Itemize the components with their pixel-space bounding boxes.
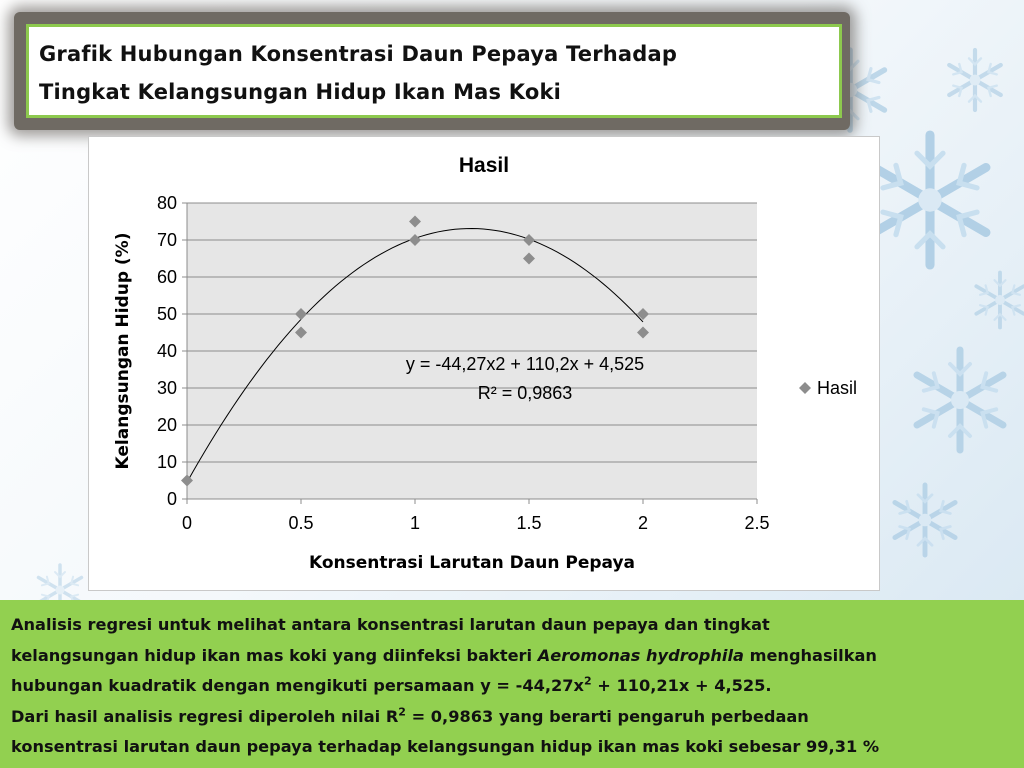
x-tick-label: 1 xyxy=(409,513,421,533)
y-tick-label: 70 xyxy=(156,230,177,250)
x-tick-label: 2 xyxy=(637,513,649,533)
summary-line-3 xyxy=(11,671,1024,702)
summary-line-2-a: kelangsungan hidup ikan mas koki yang diinfeksi bakteri xyxy=(11,645,538,665)
x-axis-label: Konsentrasi Larutan Daun Pepaya xyxy=(308,553,636,573)
summary-line-3-b: + 110,21x + 4,525. xyxy=(591,676,772,695)
y-tick-label: 60 xyxy=(156,267,177,287)
summary-line-5: konsentrasi larutan daun pepaya terhadap kelangsungan hidup ikan mas koki sebesar 99,31 % xyxy=(11,737,880,756)
summary-line-1: Analisis regresi untuk melihat antara konsentrasi larutan daun pepaya dan tingkat xyxy=(11,615,770,634)
y-axis-label: Kelangsungan Hidup (%) xyxy=(113,232,133,470)
slide-title xyxy=(26,24,842,118)
x-tick-label: 0 xyxy=(181,513,193,533)
x-tick-label: 2.5 xyxy=(744,513,770,533)
y-tick-label: 30 xyxy=(156,378,177,398)
y-tick-label: 20 xyxy=(156,415,177,435)
summary-line-4-b: = 0,9863 yang berarti pengaruh perbedaan xyxy=(405,706,809,726)
chart-container xyxy=(88,136,880,591)
y-tick-label: 0 xyxy=(166,489,177,509)
y-tick-label: 80 xyxy=(156,193,177,213)
title-line-1: Grafik Hubungan Konsentrasi Daun Pepaya Terhadap xyxy=(39,42,678,66)
legend-label: Hasil xyxy=(817,378,858,398)
scatter-chart xyxy=(89,137,879,590)
summary-line-4-a: Dari hasil analisis regresi diperoleh nilai R xyxy=(11,706,399,726)
y-tick-labels xyxy=(157,193,177,509)
y-tick-label: 10 xyxy=(156,452,177,472)
analysis-summary xyxy=(0,600,1024,768)
summary-line-2-b: menghasilkan xyxy=(743,645,877,665)
summary-line-2 xyxy=(11,641,1024,672)
bacteria-name: Aeromonas hydrophila xyxy=(537,645,744,665)
summary-line-3-sup: 2 xyxy=(583,674,592,688)
x-tick-label: 0.5 xyxy=(288,513,314,533)
summary-line-3-a: hubungan kuadratik dengan mengikuti persamaan y = -44,27x xyxy=(11,676,584,695)
y-tick-label: 40 xyxy=(156,341,177,361)
x-tick-labels xyxy=(182,513,770,533)
summary-line-4 xyxy=(11,702,1024,733)
legend xyxy=(799,378,857,398)
legend-marker xyxy=(799,382,811,394)
trend-r2: R² = 0,9863 xyxy=(477,383,573,403)
title-line-2: Tingkat Kelangsungan Hidup Ikan Mas Koki xyxy=(39,80,562,104)
x-tick-label: 1.5 xyxy=(516,513,542,533)
y-tick-label: 50 xyxy=(156,304,177,324)
trend-equation: y = -44,27x2 + 110,2x + 4,525 xyxy=(405,354,645,374)
summary-line-4-sup: 2 xyxy=(398,705,406,719)
chart-title: Hasil xyxy=(458,154,510,177)
